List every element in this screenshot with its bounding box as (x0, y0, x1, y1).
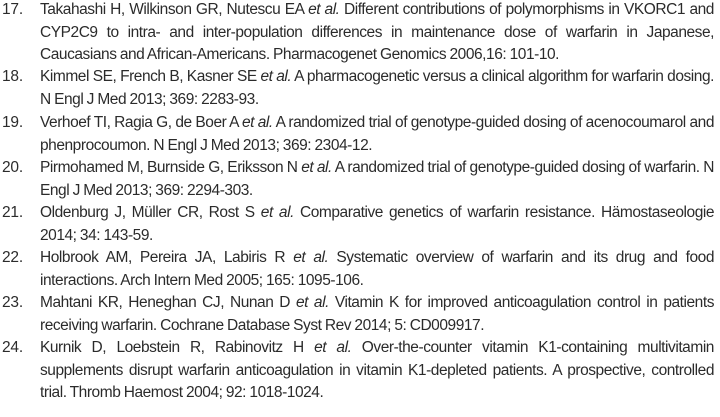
reference-number: 21. (2, 204, 23, 221)
reference-details: Systematic overview of warfarin and its drug and food interactions. Arch Intern Med 2005; 165: 1095-106. (40, 249, 715, 289)
reference-text (40, 202, 714, 247)
reference-authors: Kimmel SE, French B, Kasner SE (40, 68, 257, 85)
reference-number: 22. (2, 249, 23, 266)
reference-number: 24. (2, 339, 23, 356)
reference-etal: et al. (241, 114, 273, 131)
reference-text (40, 112, 714, 157)
reference-text (40, 247, 714, 292)
reference-text (40, 0, 714, 67)
reference-authors: Takahashi H, Wilkinson GR, Nutescu EA (40, 1, 304, 18)
reference-details: Different contributions of polymorphisms in VKORC1 and CYP2C9 to intra- and inter-population differences in maintenance dose of warfarin in Japanese, Caucasians and African-Americans. Pharmacogenet Genomics 2006,16: 101-10. (40, 1, 714, 63)
reference-authors: Pirmohamed M, Burnside G, Eriksson N (40, 159, 298, 176)
reference-details: A randomized trial of genotype-guided dosing of acenocoumarol and phenprocoumon. N Engl J Med 2013; 369: 2304-12. (40, 114, 715, 154)
reference-authors: Mahtani KR, Heneghan CJ, Nunan D (40, 294, 291, 311)
reference-etal: et al. (260, 204, 294, 221)
reference-number: 23. (2, 294, 23, 311)
reference-number: 18. (2, 68, 23, 85)
reference-details: A pharmacogenetic versus a clinical algorithm for warfarin dosing. N Engl J Med 2013; 369: 2283-93. (40, 68, 714, 108)
reference-text (40, 337, 714, 405)
reference-etal: et al. (293, 249, 329, 266)
reference-etal: et al. (314, 339, 352, 356)
reference-etal: et al. (295, 294, 329, 311)
reference-number: 19. (2, 114, 23, 131)
reference-etal: et al. (308, 1, 340, 18)
reference-text (40, 66, 714, 111)
reference-text (40, 157, 714, 202)
reference-number: 17. (2, 1, 23, 18)
reference-authors: Kurnik D, Loebstein R, Rabinovitz H (40, 339, 304, 356)
reference-etal: et al. (260, 68, 292, 85)
reference-details: Comparative genetics of warfarin resistance. Hämostaseologie 2014; 34: 143-59. (40, 204, 715, 244)
reference-authors: Holbrook AM, Pereira JA, Labiris R (40, 249, 286, 266)
reference-etal: et al. (301, 159, 332, 176)
reference-authors: Verhoef TI, Ragia G, de Boer A (40, 114, 239, 131)
reference-authors: Oldenburg J, Müller CR, Rost S (40, 204, 255, 221)
reference-number: 20. (2, 159, 23, 176)
reference-details: A randomized trial of genotype-guided dosing of warfarin. N Engl J Med 2013; 369: 2294-303. (40, 159, 715, 199)
reference-details: Vitamin K for improved anticoagulation control in patients receiving warfarin. Cochrane Database Syst Rev 2014; 5: CD009917. (40, 294, 715, 334)
reference-details: Over-the-counter vitamin K1-containing multivitamin supplements disrupt warfarin anticoagulation in vitamin K1-depleted patients. A prospective, controlled trial. Thromb Haemost 2004; 92: 1018-1024. (40, 339, 714, 401)
reference-text (40, 292, 714, 337)
